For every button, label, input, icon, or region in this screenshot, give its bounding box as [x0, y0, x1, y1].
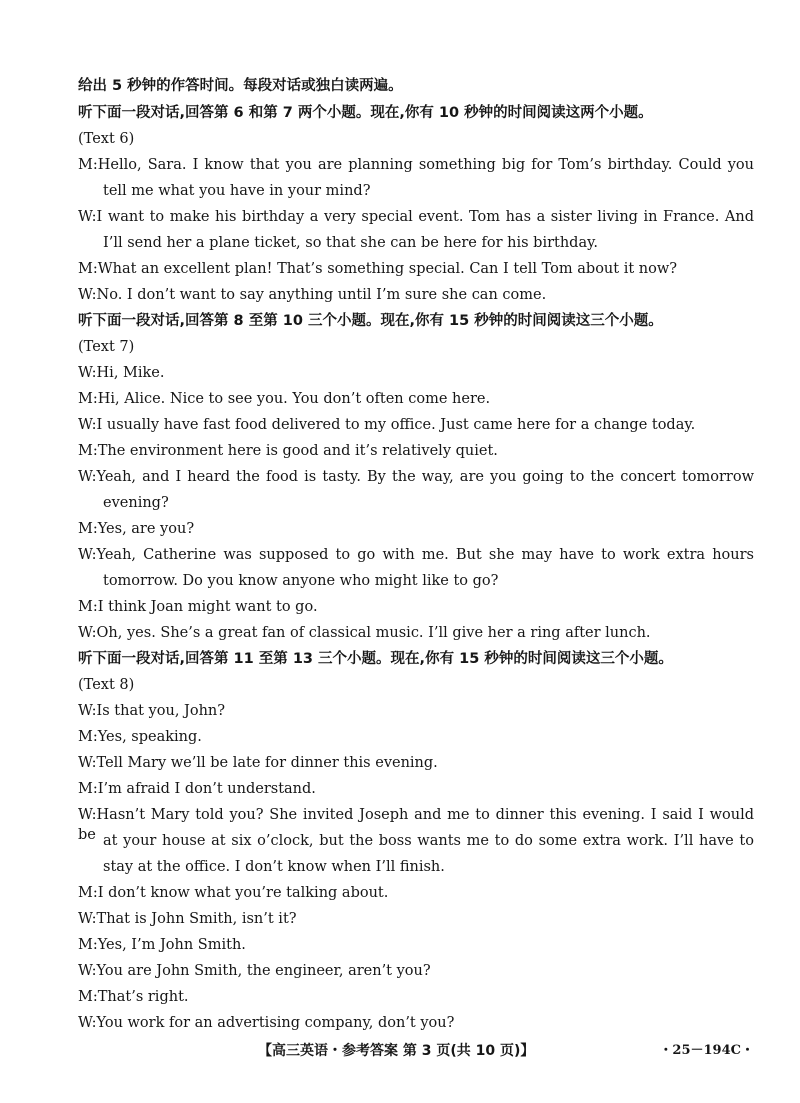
text-label-7: (Text 7) — [78, 339, 135, 355]
line-text: Yeah, and I heard the food is tasty. By the way, are you going to the concert tomorrow — [96, 469, 754, 485]
line-text: I think Joan might want to go. — [97, 599, 318, 615]
section-instruction-8: 听下面一段对话,回答第 11 至第 13 三个小题。现在,你有 15 秒钟的时间阅读这三个小题。 — [78, 651, 673, 667]
dialogue-line — [78, 883, 388, 903]
speaker: M: — [78, 261, 98, 277]
speaker: W: — [78, 963, 97, 979]
line-text: You work for an advertising company, don’t you? — [96, 1015, 455, 1031]
dialogue-line — [78, 415, 695, 435]
line-text: I want to make his birthday a very special event. Tom has a sister living in France. And — [96, 209, 754, 225]
speaker: M: — [78, 989, 98, 1005]
dialogue-line — [78, 961, 431, 981]
line-text: No. I don’t want to say anything until I’m sure she can come. — [96, 287, 547, 303]
speaker: W: — [78, 547, 97, 563]
line-text: I’m afraid I don’t understand. — [97, 781, 316, 797]
dialogue-line — [78, 701, 225, 721]
line-text: Yes, I’m John Smith. — [97, 937, 246, 953]
section-instruction-7: 听下面一段对话,回答第 8 至第 10 三个小题。现在,你有 15 秒钟的时间阅读这三个小题。 — [78, 313, 663, 329]
dialogue-line — [78, 987, 189, 1007]
line-text: Hi, Mike. — [96, 365, 165, 381]
speaker: W: — [78, 755, 97, 771]
line-continuation: tomorrow. Do you know anyone who might like to go? — [103, 573, 499, 589]
line-text: I don’t know what you’re talking about. — [97, 885, 389, 901]
line-text: That’s right. — [97, 989, 189, 1005]
speaker: M: — [78, 521, 98, 537]
line-text: That is John Smith, isn’t it? — [96, 911, 297, 927]
line-continuation: at your house at six o’clock, but the boss wants me to do some extra work. I’ll have to — [103, 833, 754, 849]
dialogue-line — [78, 597, 318, 617]
speaker: M: — [78, 443, 98, 459]
dialogue-line — [78, 207, 754, 227]
speaker: W: — [78, 469, 97, 485]
line-text: I usually have fast food delivered to my office. Just came here for a change today. — [96, 417, 696, 433]
line-text: Hi, Alice. Nice to see you. You don’t often come here. — [97, 391, 491, 407]
line-continuation: tell me what you have in your mind? — [103, 183, 371, 199]
line-text: Oh, yes. She’s a great fan of classical music. I’ll give her a ring after lunch. — [96, 625, 651, 641]
dialogue-line — [78, 363, 165, 383]
line-text: You are John Smith, the engineer, aren’t you? — [96, 963, 431, 979]
dialogue-line — [78, 467, 754, 487]
intro-text: 给出 5 秒钟的作答时间。每段对话或独白读两遍。 — [78, 78, 403, 94]
dialogue-line — [78, 389, 490, 409]
line-continuation: evening? — [103, 495, 169, 511]
speaker: M: — [78, 391, 98, 407]
speaker: W: — [78, 417, 97, 433]
line-text: The environment here is good and it’s relatively quiet. — [97, 443, 498, 459]
speaker: M: — [78, 157, 98, 173]
footer-code: ・25－194C・ — [659, 1043, 754, 1058]
dialogue-line — [78, 519, 194, 539]
line-continuation: stay at the office. I don’t know when I’ll finish. — [103, 859, 445, 875]
speaker: W: — [78, 1015, 97, 1031]
speaker: M: — [78, 937, 98, 953]
line-text: Hasn’t Mary told you? She invited Joseph and me to dinner this evening. I said I would be — [78, 807, 754, 843]
dialogue-line — [78, 259, 677, 279]
dialogue-line — [78, 779, 316, 799]
line-text: Hello, Sara. I know that you are planning something big for Tom’s birthday. Could you — [97, 157, 754, 173]
speaker: W: — [78, 209, 97, 225]
footer-title: 【高三英语・参考答案 第 3 页(共 10 页)】 — [258, 1043, 535, 1059]
speaker: M: — [78, 781, 98, 797]
speaker: M: — [78, 885, 98, 901]
line-text: What an excellent plan! That’s something special. Can I tell Tom about it now? — [97, 261, 678, 277]
speaker: M: — [78, 599, 98, 615]
line-text: Yes, speaking. — [97, 729, 202, 745]
dialogue-line — [78, 1013, 454, 1033]
speaker: W: — [78, 911, 97, 927]
speaker: W: — [78, 807, 97, 823]
speaker: M: — [78, 729, 98, 745]
text-label-6: (Text 6) — [78, 131, 135, 147]
speaker: W: — [78, 703, 97, 719]
dialogue-line — [78, 909, 297, 929]
page-footer — [0, 1041, 800, 1061]
line-text: Is that you, John? — [96, 703, 226, 719]
speaker: W: — [78, 625, 97, 641]
speaker: W: — [78, 365, 97, 381]
line-text: Yes, are you? — [97, 521, 195, 537]
dialogue-line — [78, 285, 546, 305]
speaker: W: — [78, 287, 97, 303]
dialogue-line — [78, 727, 202, 747]
dialogue-line — [78, 935, 246, 955]
dialogue-line — [78, 623, 651, 643]
text-label-8: (Text 8) — [78, 677, 135, 693]
dialogue-line — [78, 441, 498, 461]
dialogue-line — [78, 155, 754, 175]
line-text: Tell Mary we’ll be late for dinner this evening. — [96, 755, 438, 771]
line-text: Yeah, Catherine was supposed to go with me. But she may have to work extra hours — [96, 547, 754, 563]
section-instruction-6: 听下面一段对话,回答第 6 和第 7 两个小题。现在,你有 10 秒钟的时间阅读这两个小题。 — [78, 105, 653, 121]
line-continuation: I’ll send her a plane ticket, so that she can be here for his birthday. — [103, 235, 598, 251]
dialogue-line — [78, 753, 438, 773]
dialogue-line — [78, 545, 754, 565]
